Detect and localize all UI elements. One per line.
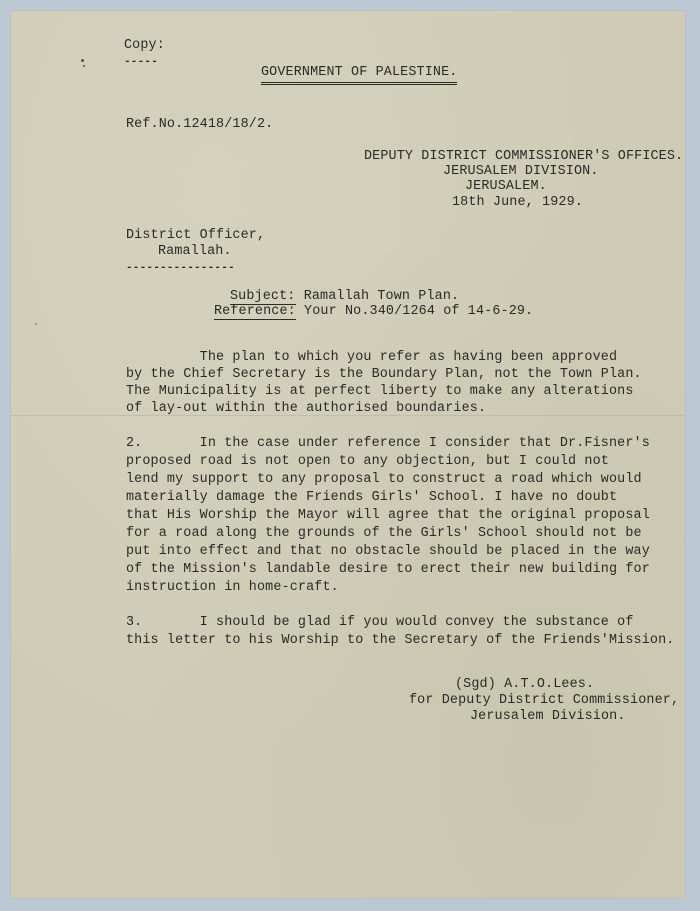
recipient-underline-dashes: ----------------: [126, 262, 235, 274]
paragraph-2-line-7: put into effect and that no obstacle should be placed in the way: [126, 544, 650, 559]
paragraph-2-line-6: for a road along the grounds of the Girls' School should not be: [126, 526, 642, 541]
paper-speck: [35, 323, 37, 325]
paragraph-3-line-2: this letter to his Worship to the Secretary of the Friends'Mission.: [126, 633, 675, 648]
paragraph-2-line-9: instruction in home-craft.: [126, 580, 339, 595]
reference-line: [214, 303, 533, 321]
signature-title: for Deputy District Commissioner,: [409, 693, 680, 708]
reference-number: Ref.No.12418/18/2.: [126, 117, 274, 132]
paragraph-2-line-8: of the Mission's landable desire to erect their new building for: [126, 562, 650, 577]
letter-date: 18th June, 1929.: [452, 195, 583, 210]
sender-office: DEPUTY DISTRICT COMMISSIONER'S OFFICES.: [364, 149, 684, 164]
sender-city: JERUSALEM.: [465, 179, 547, 194]
paragraph-2-line-3: lend my support to any proposal to construct a road which would: [126, 472, 642, 487]
paragraph-1-line-2: by the Chief Secretary is the Boundary Plan, not the Town Plan.: [126, 367, 642, 382]
header-title: GOVERNMENT OF PALESTINE.: [261, 64, 457, 85]
sender-division: JERUSALEM DIVISION.: [443, 164, 599, 179]
copy-underline-dashes: -----: [124, 56, 159, 68]
reference-label: Reference:: [214, 304, 296, 319]
signature-name: (Sgd) A.T.O.Lees.: [455, 677, 595, 692]
paragraph-2-line-2: proposed road is not open to any objection, but I could not: [126, 454, 609, 469]
paragraph-2-line-1: 2. In the case under reference I consider that Dr.Fisner's: [126, 436, 650, 451]
paper-speck: [83, 65, 85, 67]
paper-speck: [81, 59, 84, 62]
recipient-location: Ramallah.: [158, 244, 232, 259]
subject-value: Ramallah Town Plan.: [303, 289, 460, 304]
signature-division: Jerusalem Division.: [470, 709, 626, 724]
paragraph-3-line-1: 3. I should be glad if you would convey the substance of: [126, 615, 634, 630]
paragraph-1-line-1: The plan to which you refer as having been approved: [126, 350, 618, 365]
subject-label: Subject:: [230, 289, 296, 304]
recipient-title: District Officer,: [126, 228, 266, 243]
paragraph-2-line-5: that His Worship the Mayor will agree that the original proposal: [126, 508, 650, 523]
reference-value: Your No.340/1264 of 14-6-29.: [304, 304, 534, 319]
copy-label: Copy:: [124, 38, 165, 53]
paragraph-1-line-3: The Municipality is at perfect liberty to make any alterations: [126, 384, 634, 399]
paragraph-2-line-4: materially damage the Friends Girls' School. I have no doubt: [126, 490, 618, 505]
paragraph-1-line-4: of lay-out within the authorised boundaries.: [126, 401, 487, 416]
